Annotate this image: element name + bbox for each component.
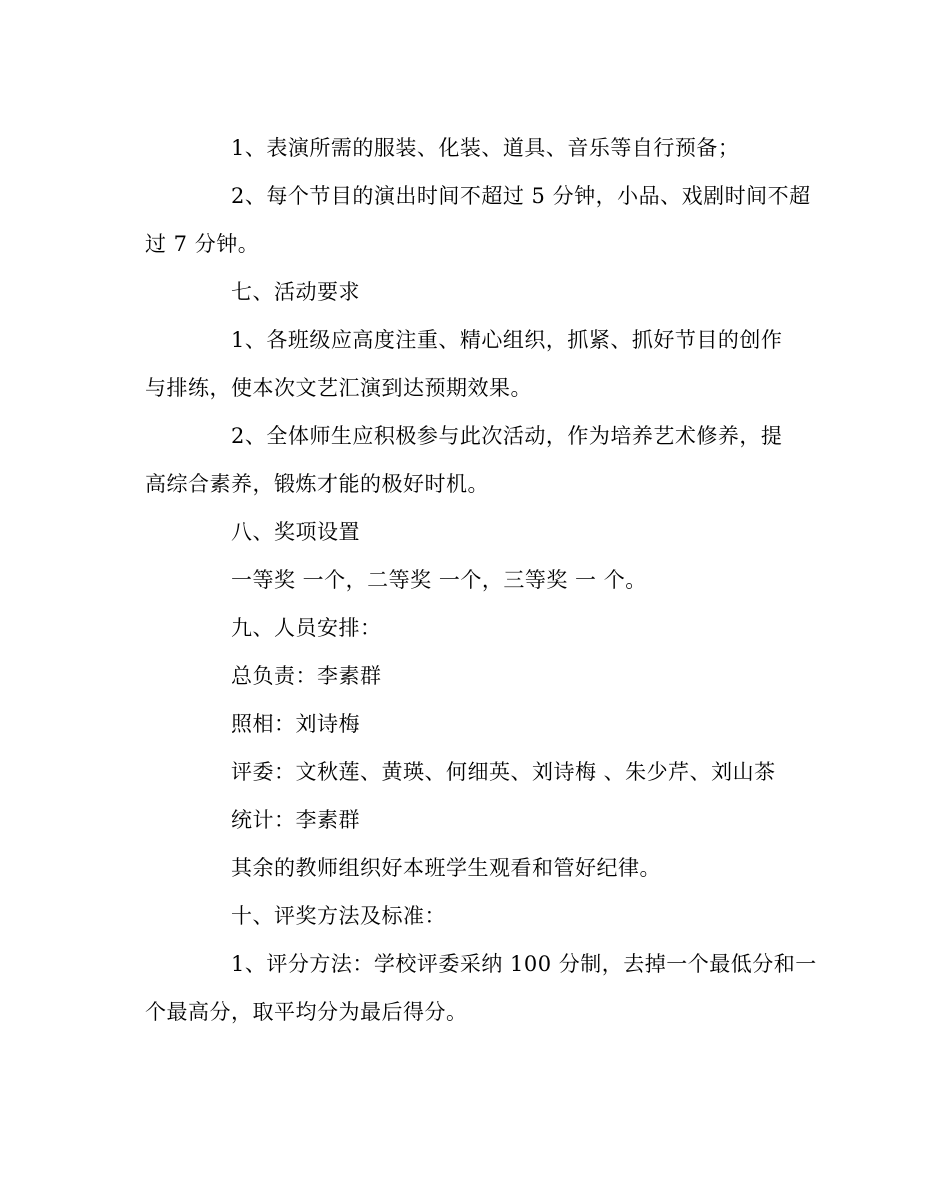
text-line-class-org: 1、各班级应高度注重、精心组织，抓紧、抓好节目的创作 xyxy=(231,328,783,352)
text-line-duration-cont: 过 7 分钟。 xyxy=(145,232,260,256)
text-line-award-list: 一等奖 一个，二等奖 一个，三等奖 一 个。 xyxy=(231,568,647,592)
section-heading-awards: 八、奖项设置 xyxy=(231,520,360,544)
text-line-participation-cont: 高综合素养，锻炼才能的极好时机。 xyxy=(145,472,489,496)
text-line-duration: 2、每个节目的演出时间不超过 5 分钟，小品、戏剧时间不超 xyxy=(231,184,811,208)
text-line-statistics: 统计：李素群 xyxy=(231,808,360,832)
text-line-teachers: 其余的教师组织好本班学生观看和管好纪律。 xyxy=(231,856,661,880)
section-heading-scoring: 十、评奖方法及标准： xyxy=(231,904,446,928)
section-heading-staff: 九、人员安排： xyxy=(231,616,382,640)
text-line-lead: 总负责：李素群 xyxy=(231,664,382,688)
text-line-scoring-method-cont: 个最高分，取平均分为最后得分。 xyxy=(145,1000,468,1024)
text-line-photo: 照相：刘诗梅 xyxy=(231,712,360,736)
section-heading-requirements: 七、活动要求 xyxy=(231,280,360,304)
text-line-scoring-method: 1、评分方法：学校评委采纳 100 分制，去掉一个最低分和一 xyxy=(231,952,817,976)
text-line-class-org-cont: 与排练，使本次文艺汇演到达预期效果。 xyxy=(145,376,532,400)
text-line-props: 1、表演所需的服装、化装、道具、音乐等自行预备； xyxy=(231,136,740,160)
text-line-participation: 2、全体师生应积极参与此次活动，作为培养艺术修养，提 xyxy=(231,424,783,448)
text-line-judges: 评委：文秋莲、黄瑛、何细英、刘诗梅 、朱少芹、刘山茶 xyxy=(231,760,776,784)
